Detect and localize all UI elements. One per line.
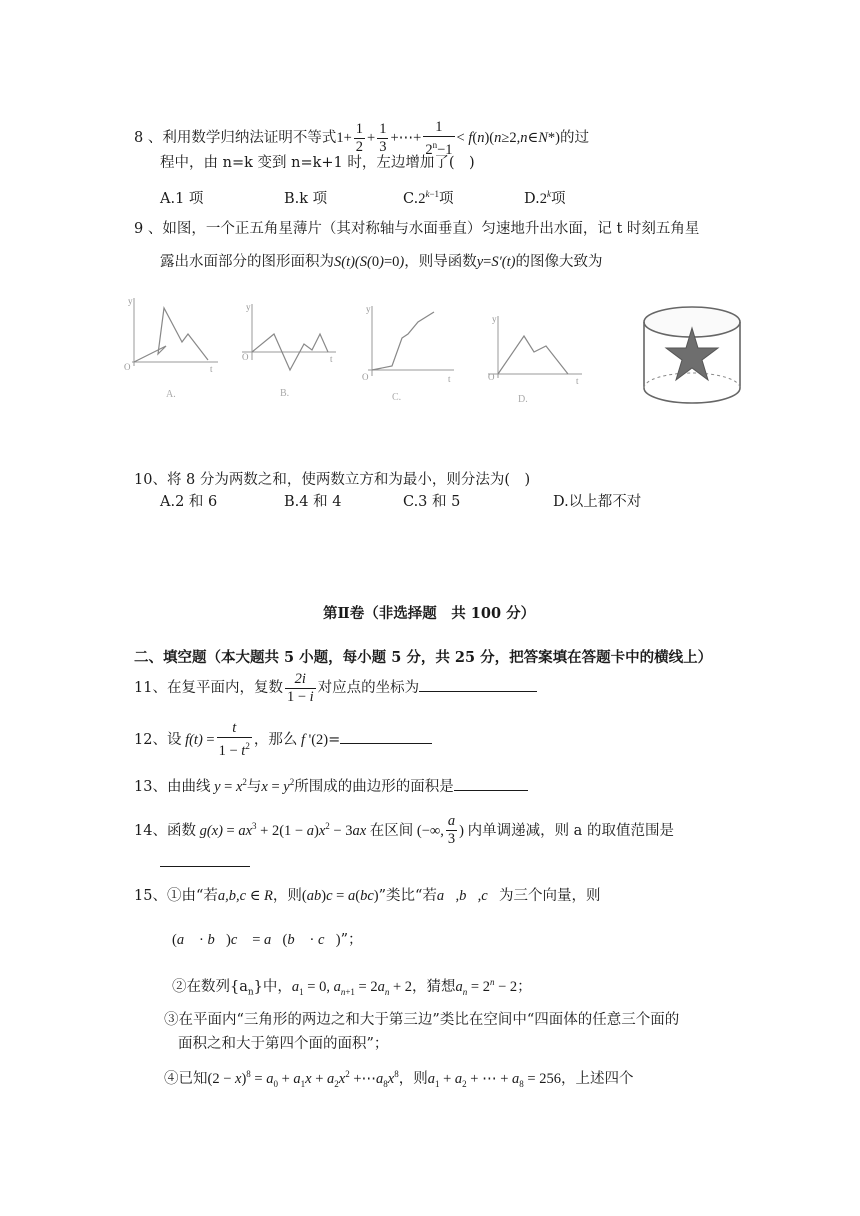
q13-line: 13、由曲线 $y = x^2$与$x = y^2$所围成的曲边形的面积是 bbox=[134, 772, 528, 797]
q12-answer-blank[interactable] bbox=[340, 729, 432, 744]
svg-text:O: O bbox=[362, 372, 369, 382]
star-cylinder-figure bbox=[640, 300, 744, 408]
svg-text:B.: B. bbox=[280, 388, 290, 399]
q15-statement1-line1: 15、①由“若a,b,c ∈ R，则(ab)c = a(bc)”类比“若a⃗,b⃗,c⃗为三个向量，则 bbox=[134, 888, 601, 904]
q15-statement4: ④已知$(2 - x)^8 = a_0 + a_1x + a_2x^2$ $+\cdots a_8x^8$，则$a_1 + a_2$ + ⋯ + $a_8 = 256$，上述四个 bbox=[164, 1069, 634, 1089]
section2-title: 第Ⅱ卷（非选择题 共 100 分） bbox=[323, 605, 536, 622]
svg-text:O: O bbox=[488, 372, 495, 382]
svg-text:t: t bbox=[448, 374, 451, 384]
svg-text:t: t bbox=[330, 354, 333, 364]
q10-line bbox=[134, 470, 530, 490]
q9-line2: 露出水面部分的图形面积为S(t)(S(0)=0)，则导函数y=S′(t)的图像大致为 bbox=[160, 254, 603, 270]
svg-text:y: y bbox=[492, 314, 497, 324]
q8-prefix: 利用数学归纳法证明不等式 bbox=[162, 130, 337, 146]
q10-text: 将 8 分为两数之和，使两数立方和为最小，则分法为( ) bbox=[166, 472, 531, 488]
svg-text:t: t bbox=[576, 376, 579, 386]
q8-line2: 程中，由 n=k 变到 n=k+1 时，左边增加了( ) bbox=[160, 155, 475, 171]
svg-text:D.: D. bbox=[518, 394, 528, 405]
q10-option-b: B.4 和 4 bbox=[284, 494, 342, 510]
q15-statement3-line1: ③在平面内“三角形的两边之和大于第三边”类比在空间中“四面体的任意三个面的 bbox=[164, 1012, 680, 1028]
svg-text:O: O bbox=[124, 362, 131, 372]
q11-answer-blank[interactable] bbox=[419, 677, 537, 692]
svg-text:y: y bbox=[128, 296, 133, 306]
fill-in-header: 二、填空题（本大题共 5 小题，每小题 5 分，共 25 分，把答案填在答题卡中的横线上） bbox=[134, 649, 713, 666]
q14-answer-blank[interactable] bbox=[160, 852, 250, 867]
svg-text:O: O bbox=[242, 352, 249, 362]
q8-option-b: B.k 项 bbox=[284, 191, 328, 207]
q9-graph-b bbox=[238, 300, 338, 400]
q14-answer-line bbox=[160, 852, 250, 873]
q9-graph-d bbox=[484, 312, 584, 406]
q8-option-d: D.2$^k$项 bbox=[524, 189, 566, 207]
q15-statement1-line2: (a⃗ · b⃗)c⃗ = a⃗(b⃗ · c⃗)”； bbox=[172, 932, 363, 948]
q9-text: 如图，一个正五角星薄片（其对称轴与水面垂直）匀速地升出水面，记 t 时刻五角星 bbox=[162, 221, 700, 237]
q9-derivative-formula: y=S′(t) bbox=[476, 254, 516, 270]
q11-line: 11、在复平面内，复数 $\frac{2i}{1 - i}$ 对应点的坐标为 bbox=[134, 668, 537, 708]
q10-option-d: D.以上都不对 bbox=[553, 494, 642, 510]
q9-graph-a bbox=[118, 294, 222, 400]
q8-inequality: 1+ $\frac{1}{2}$ + $\frac{1}{3}$ +⋯+ $\frac{1}{2^n-1}$ < f(n)(n≥2,n∈N*) bbox=[336, 118, 560, 158]
svg-text:y: y bbox=[366, 304, 371, 314]
q10-option-a: A.2 和 6 bbox=[160, 494, 218, 510]
q14-line: 14、函数 $g(x) = ax^3 + 2(1 - a)x^2 - 3ax$ 在区间 (−∞, $\frac{a}{3}$ ) 内单调递减，则 a 的取值范围是 bbox=[134, 813, 674, 848]
q9-number: 9 、 bbox=[134, 221, 163, 237]
q9-area-formula: S(t)(S(0)=0) bbox=[334, 254, 405, 270]
q15-statement2: ②在数列$\{a_n\}$中，$a_1 = 0$, $a_{n+1} = 2a_n + 2$，猜想$a_n = 2^n - 2$； bbox=[172, 977, 532, 998]
q9-line1 bbox=[134, 219, 699, 239]
q9-graph-c bbox=[358, 300, 458, 406]
q8-number: 8 、 bbox=[134, 130, 163, 146]
q10-option-c: C.3 和 5 bbox=[403, 494, 461, 510]
svg-text:C.: C. bbox=[392, 392, 402, 403]
svg-text:y: y bbox=[246, 302, 251, 312]
q10-number: 10、 bbox=[134, 472, 167, 488]
svg-text:A.: A. bbox=[166, 389, 176, 400]
q8-option-a: A.1 项 bbox=[160, 191, 204, 207]
q8-option-c: $C.2^{k-1}$项 bbox=[403, 189, 454, 207]
q8-suffix: 的过 bbox=[559, 130, 589, 146]
svg-text:t: t bbox=[210, 364, 213, 374]
q15-statement3-line2: 面积之和大于第四个面的面积”； bbox=[178, 1036, 389, 1052]
q12-line: 12、设 f(t) = $\frac{t}{1 - t^2}$ ，那么 f '(2)= bbox=[134, 720, 432, 760]
q13-answer-blank[interactable] bbox=[454, 776, 528, 791]
q8-line1 bbox=[134, 118, 589, 158]
